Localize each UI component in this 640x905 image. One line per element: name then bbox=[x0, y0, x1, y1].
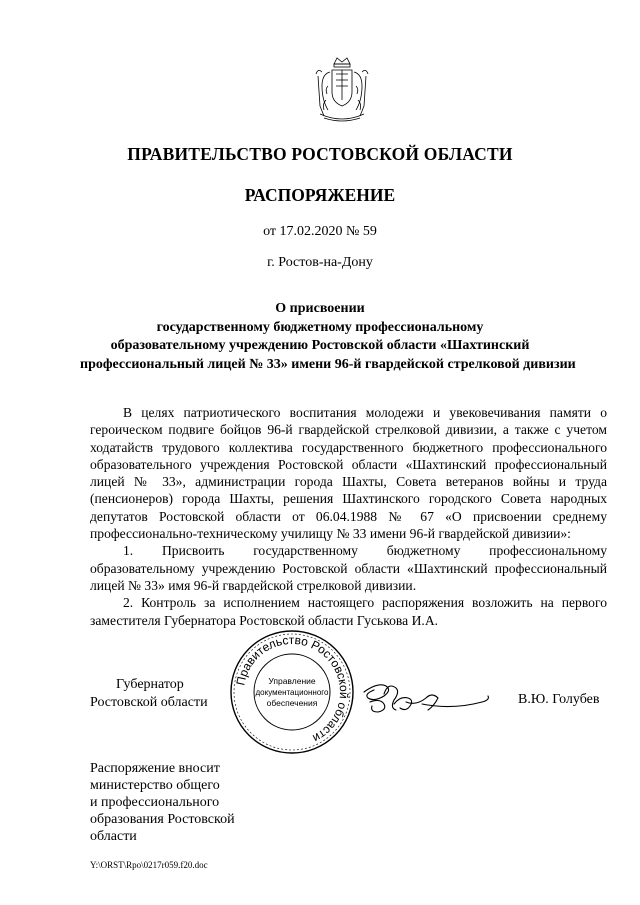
subject-line: О присвоении bbox=[275, 301, 365, 316]
item-1-paragraph: 1. Присвоить государственному бюджетному профессиональному образовательному учреждению Ростовской области «Шахтинский профессиональный лицей № 33» имя 96-й гвардейской стрелковой дивизии. bbox=[90, 543, 607, 593]
intro-paragraph: В целях патриотического воспитания молодежи и увековечивания памяти о героическом подвиге бойцов 96-й гвардейской стрелковой дивизии, а также с учетом ходатайств трудового коллектива государственного бюджетного профессионального образовательного учреждения Ростовской области «Шахтинский профессиональный лицей № 33», администрации города Шахты, Совета ветеранов войны и труда (пенсионеров) города Шахты, решения Шахтинского городского Совета народных депутатов Ростовской области от 06.04.1988 № 67 «О присвоении среднему профессионально-техническому училищу № 33 имени 96-й гвардейской дивизии»: bbox=[90, 405, 607, 542]
seal-ring-text: Правительство Ростовской области bbox=[233, 632, 352, 746]
document-body bbox=[90, 404, 607, 629]
note-line: министерство общего bbox=[90, 778, 220, 793]
document-city: г. Ростов-на-Дону bbox=[267, 255, 373, 270]
official-seal bbox=[228, 628, 356, 756]
submission-note bbox=[90, 760, 235, 845]
signatory-position-line: Ростовской области bbox=[90, 695, 208, 710]
document-subject bbox=[80, 300, 576, 374]
document-type: РАСПОРЯЖЕНИЕ bbox=[244, 185, 396, 205]
note-line: области bbox=[90, 829, 137, 844]
signatory-position-line: Губернатор bbox=[116, 677, 184, 692]
signatory-position bbox=[90, 676, 208, 712]
note-line: Распоряжение вносит bbox=[90, 761, 220, 776]
signatory-name: В.Ю. Голубев bbox=[518, 692, 600, 707]
note-line: и профессионального bbox=[90, 795, 220, 810]
file-path: Y:\ORST\Rpo\0217r059.f20.doc bbox=[90, 860, 208, 870]
handwritten-signature bbox=[362, 674, 492, 724]
coat-of-arms-icon bbox=[312, 56, 372, 126]
note-line: образования Ростовской bbox=[90, 812, 235, 827]
government-name: ПРАВИТЕЛЬСТВО РОСТОВСКОЙ ОБЛАСТИ bbox=[127, 144, 513, 164]
subject-line: профессиональный лицей № 33» имени 96-й гвардейской стрелковой дивизии bbox=[80, 356, 576, 372]
document-date-number: от 17.02.2020 № 59 bbox=[263, 224, 377, 239]
seal-center-line: обеспечения bbox=[266, 698, 318, 708]
subject-line: образовательному учреждению Ростовской области «Шахтинский bbox=[110, 338, 530, 353]
item-2-paragraph: 2. Контроль за исполнением настоящего распоряжения возложить на первого заместителя Губернатора Ростовской области Гуськова И.А. bbox=[90, 595, 607, 628]
seal-center-line: документационного bbox=[255, 688, 329, 697]
subject-line: государственному бюджетному профессиональному bbox=[156, 319, 484, 335]
seal-center-line: Управление bbox=[268, 676, 316, 686]
